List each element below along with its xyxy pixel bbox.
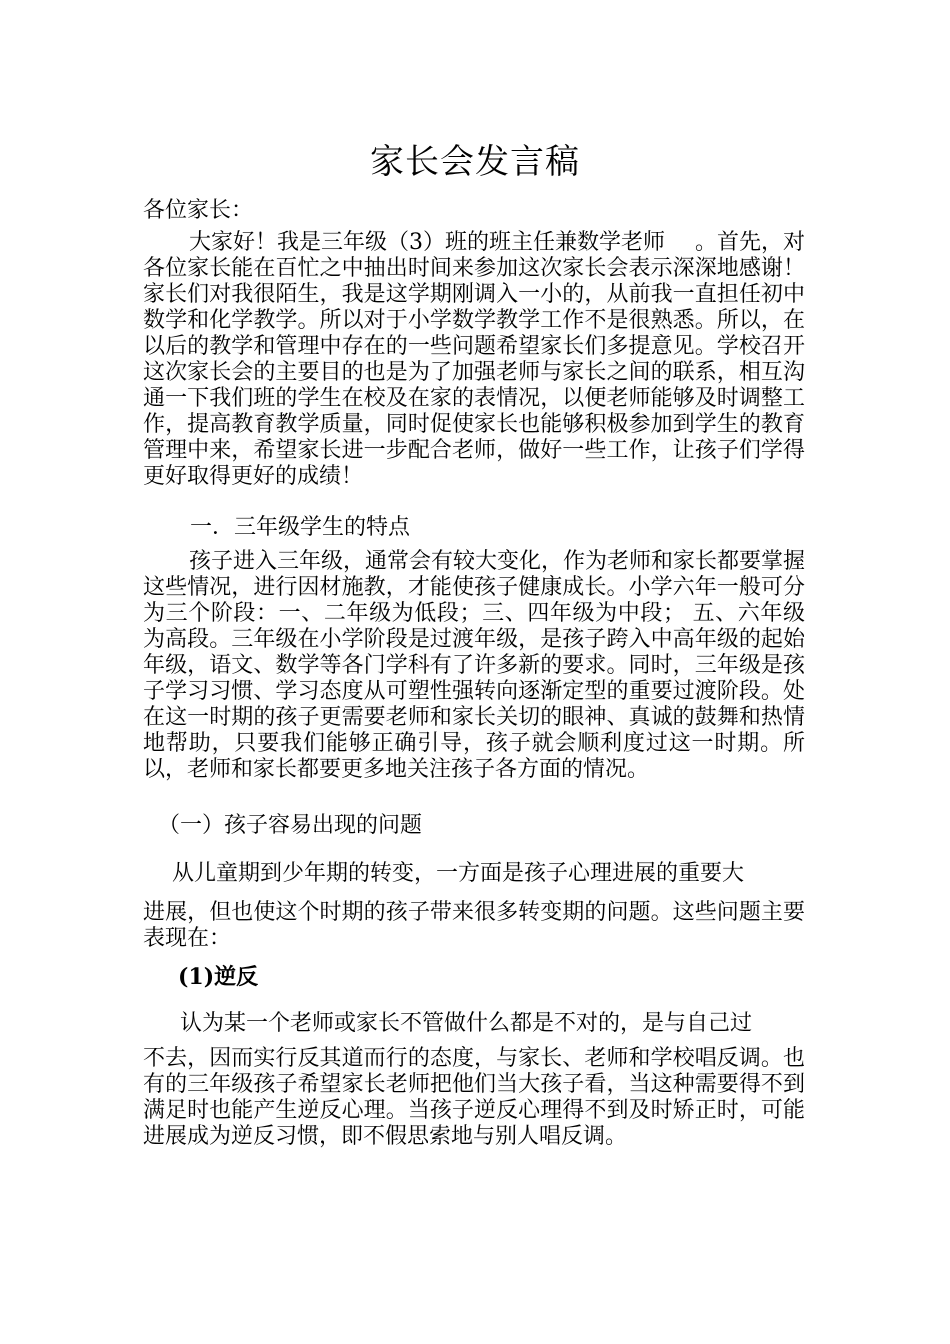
item-1-first-line: 认为某一个老师或家长不管做什么都是不对的，是与自己过 bbox=[180, 1011, 753, 1036]
document-title: 家长会发言稿 bbox=[370, 142, 580, 182]
intro-text-part1: 大家好！我是三年级（3）班的班主任兼数学老师 bbox=[189, 230, 665, 255]
intro-paragraph bbox=[143, 230, 805, 490]
section-1-paragraph: 孩子进入三年级，通常会有较大变化，作为老师和家长都要掌握这些情况，进行因材施教，才能使孩子健康成长。小学六年一般可分为三个阶段：一、二年级为低段；三、四年级为中段； 五、六年级为高段。三年级在小学阶段是过渡年级，是孩子跨入中高年级的起始年级，语文、数学等各门学科有了许多新的要求。同时，三年级是孩子学习习惯、学习态度从可塑性强转向逐渐定型的重要过渡阶段。处在这一时期的孩子更需要老师和家长关切的眼神、真诚的鼓舞和热情地帮助，只要我们能够正确引导，孩子就会顺利度过这一时期。所以，老师和家长都要更多地关注孩子各方面的情况。 bbox=[143, 549, 806, 782]
subsection-1-first-line: 从儿童期到少年期的转变，一方面是孩子心理进展的重要大 bbox=[172, 861, 745, 886]
item-heading-1: (1)逆反 bbox=[178, 964, 259, 990]
subsection-1-paragraph: 进展，但也使这个时期的孩子带来很多转变期的问题。这些问题主要表现在： bbox=[143, 900, 805, 951]
section-heading-1: 一．三年级学生的特点 bbox=[190, 515, 411, 540]
intro-text-part2: 。首先，对各位家长能在百忙之中抽出时间来参加这次家长会表示深深地感谢！家长们对我很陌生，我是这学期刚调入一小的，从前我一直担任初中数学和化学教学。所以对于小学数学教学工作不是很熟悉。所以，在以后的教学和管理中存在的一些问题希望家长们多提意见。学校召开这次家长会的主要目的也是为了加强老师与家长之间的联系，相互沟通一下我们班的学生在校及在家的表情况，以便老师能够及时调整工作，提高教育教学质量，同时促使家长也能够积极参加到学生的教育管理中来，希望家长进一步配合老师，做好一些工作，让孩子们学得更好取得更好的成绩！ bbox=[143, 230, 806, 489]
salutation: 各位家长： bbox=[143, 198, 254, 223]
item-1-paragraph: 不去，因而实行反其道而行的态度，与家长、老师和学校唱反调。也有的三年级孩子希望家长老师把他们当大孩子看，当这种需要得不到满足时也能产生逆反心理。当孩子逆反心理得不到及时矫正时，可能进展成为逆反习惯，即不假思索地与别人唱反调。 bbox=[143, 1046, 805, 1149]
subsection-heading-1: （一）孩子容易出现的问题 bbox=[158, 813, 423, 838]
